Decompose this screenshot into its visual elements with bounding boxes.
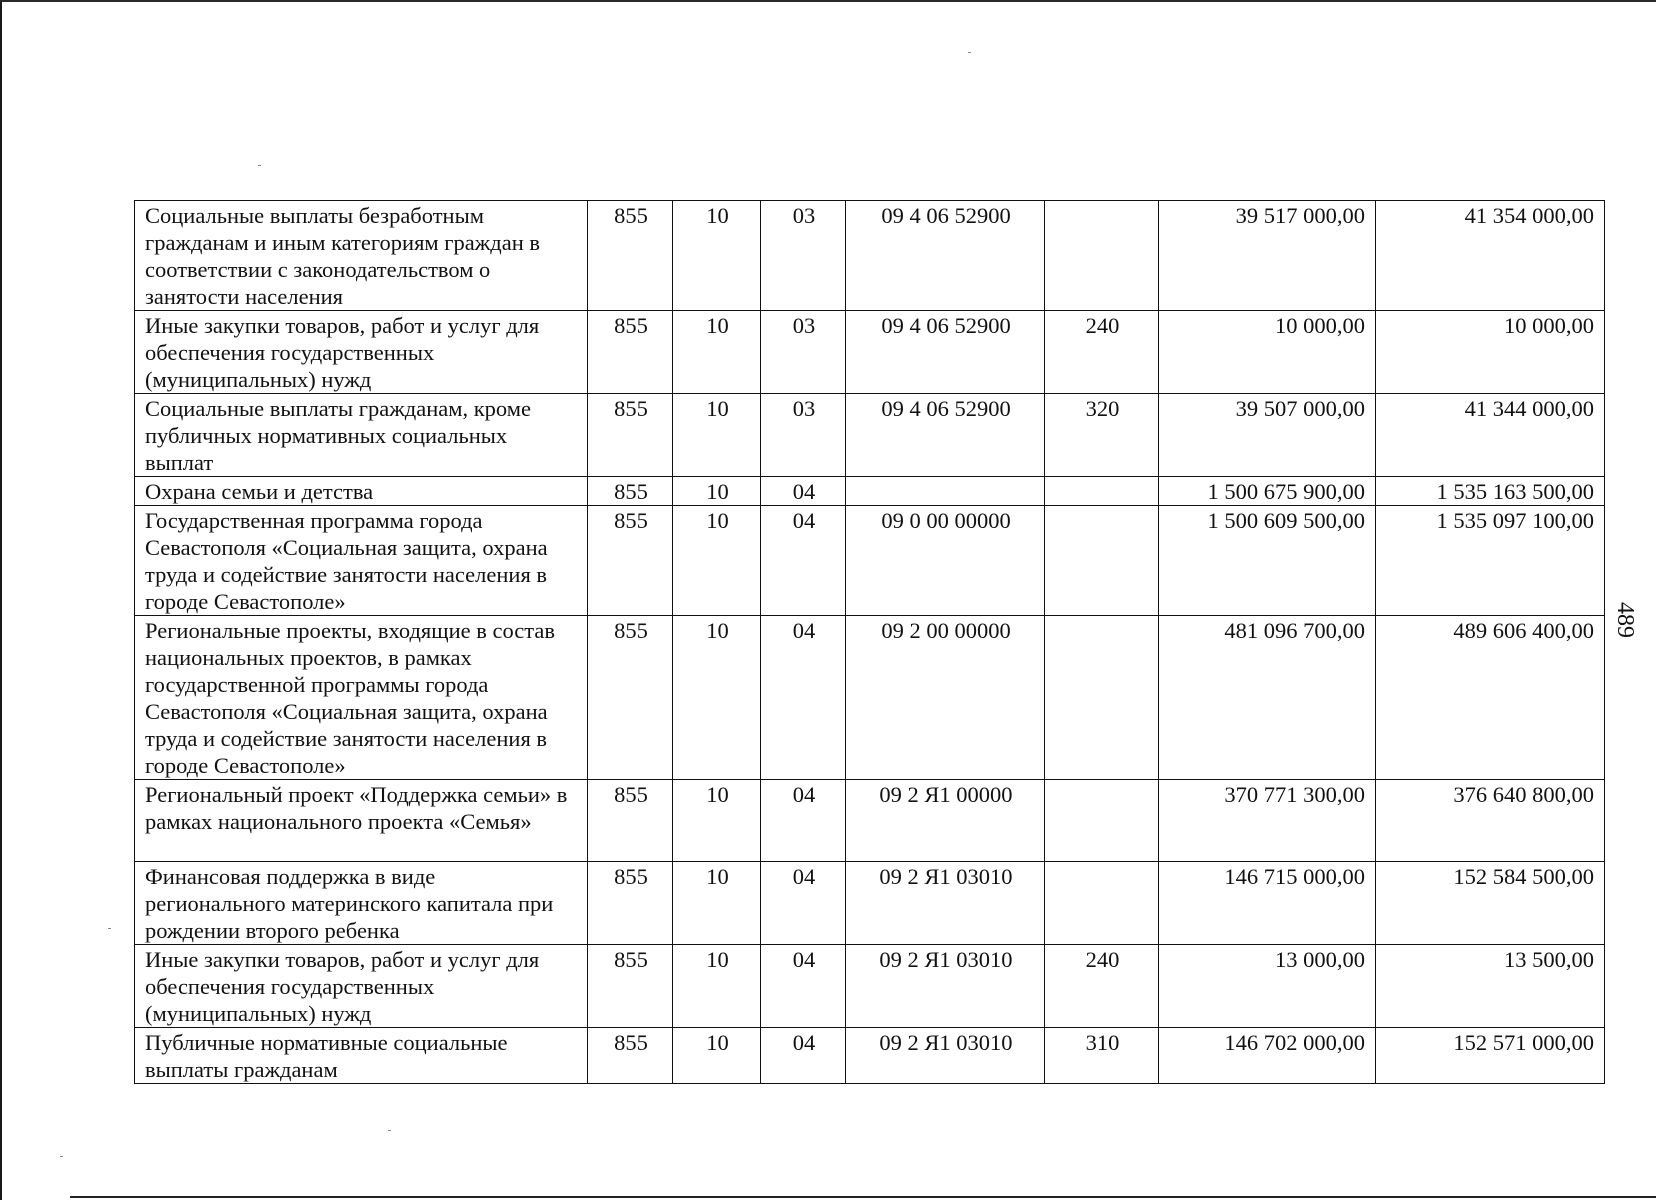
scan-speck	[968, 52, 971, 53]
table-row	[135, 616, 1605, 780]
sum-year1-cell: 10 000,00	[1159, 311, 1376, 394]
sum-year1-cell: 370 771 300,00	[1159, 780, 1376, 862]
expense-type-cell	[1045, 477, 1159, 506]
row-name-cell: Государственная программа города Севастополя «Социальная защита, охрана труда и содействие занятости населения в городе Севастополе»	[135, 506, 588, 616]
expense-type-cell	[1045, 780, 1159, 862]
scan-border-left	[0, 0, 2, 1200]
expense-type-cell: 240	[1045, 945, 1159, 1028]
ministry-code-cell: 855	[588, 506, 673, 616]
expense-type-cell: 310	[1045, 1028, 1159, 1084]
target-article-cell: 09 4 06 52900	[846, 201, 1045, 311]
subsection-code-cell: 04	[761, 477, 846, 506]
sum-year1-cell: 146 715 000,00	[1159, 862, 1376, 945]
subsection-code-cell: 04	[761, 780, 846, 862]
row-name-cell: Охрана семьи и детства	[135, 477, 588, 506]
table-row	[135, 862, 1605, 945]
scan-speck	[388, 1130, 391, 1131]
sum-year2-cell: 13 500,00	[1376, 945, 1605, 1028]
section-code-cell: 10	[673, 1028, 761, 1084]
table-row	[135, 780, 1605, 862]
section-code-cell: 10	[673, 616, 761, 780]
row-name-cell: Финансовая поддержка в виде регионального материнского капитала при рождении второго ребенка	[135, 862, 588, 945]
row-name-cell: Социальные выплаты безработным гражданам и иным категориям граждан в соответствии с законодательством о занятости населения	[135, 201, 588, 311]
table-row	[135, 311, 1605, 394]
sum-year1-cell: 39 517 000,00	[1159, 201, 1376, 311]
table-row	[135, 506, 1605, 616]
subsection-code-cell: 04	[761, 945, 846, 1028]
sum-year1-cell: 146 702 000,00	[1159, 1028, 1376, 1084]
ministry-code-cell: 855	[588, 945, 673, 1028]
scan-border-bottom	[70, 1196, 1656, 1198]
sum-year1-cell: 1 500 675 900,00	[1159, 477, 1376, 506]
expense-type-cell	[1045, 506, 1159, 616]
row-name-cell: Региональный проект «Поддержка семьи» в рамках национального проекта «Семья»	[135, 780, 588, 862]
table-body	[135, 201, 1605, 1084]
target-article-cell: 09 2 00 00000	[846, 616, 1045, 780]
subsection-code-cell: 03	[761, 394, 846, 477]
sum-year2-cell: 1 535 163 500,00	[1376, 477, 1605, 506]
subsection-code-cell: 04	[761, 862, 846, 945]
section-code-cell: 10	[673, 945, 761, 1028]
scan-speck	[60, 1156, 63, 1157]
ministry-code-cell: 855	[588, 394, 673, 477]
page-number: 489	[1612, 602, 1638, 638]
sum-year2-cell: 41 354 000,00	[1376, 201, 1605, 311]
target-article-cell	[846, 477, 1045, 506]
ministry-code-cell: 855	[588, 780, 673, 862]
ministry-code-cell: 855	[588, 862, 673, 945]
table-row	[135, 1028, 1605, 1084]
target-article-cell: 09 2 Я1 03010	[846, 945, 1045, 1028]
sum-year2-cell: 152 584 500,00	[1376, 862, 1605, 945]
table-row	[135, 477, 1605, 506]
sum-year1-cell: 1 500 609 500,00	[1159, 506, 1376, 616]
subsection-code-cell: 04	[761, 506, 846, 616]
subsection-code-cell: 04	[761, 616, 846, 780]
sum-year2-cell: 1 535 097 100,00	[1376, 506, 1605, 616]
scan-speck	[108, 928, 111, 929]
section-code-cell: 10	[673, 780, 761, 862]
sum-year2-cell: 41 344 000,00	[1376, 394, 1605, 477]
sum-year2-cell: 376 640 800,00	[1376, 780, 1605, 862]
table-row	[135, 201, 1605, 311]
sum-year2-cell: 489 606 400,00	[1376, 616, 1605, 780]
expense-type-cell: 320	[1045, 394, 1159, 477]
sum-year1-cell: 481 096 700,00	[1159, 616, 1376, 780]
section-code-cell: 10	[673, 862, 761, 945]
ministry-code-cell: 855	[588, 311, 673, 394]
section-code-cell: 10	[673, 477, 761, 506]
ministry-code-cell: 855	[588, 1028, 673, 1084]
row-name-cell: Иные закупки товаров, работ и услуг для обеспечения государственных (муниципальных) нужд	[135, 311, 588, 394]
section-code-cell: 10	[673, 506, 761, 616]
section-code-cell: 10	[673, 201, 761, 311]
expense-type-cell	[1045, 201, 1159, 311]
row-name-cell: Иные закупки товаров, работ и услуг для обеспечения государственных (муниципальных) нужд	[135, 945, 588, 1028]
section-code-cell: 10	[673, 311, 761, 394]
target-article-cell: 09 0 00 00000	[846, 506, 1045, 616]
scan-speck	[258, 165, 261, 166]
ministry-code-cell: 855	[588, 477, 673, 506]
target-article-cell: 09 4 06 52900	[846, 311, 1045, 394]
expense-type-cell: 240	[1045, 311, 1159, 394]
sum-year1-cell: 13 000,00	[1159, 945, 1376, 1028]
scan-border-top	[0, 0, 1656, 2]
expense-type-cell	[1045, 616, 1159, 780]
target-article-cell: 09 2 Я1 00000	[846, 780, 1045, 862]
row-name-cell: Публичные нормативные социальные выплаты гражданам	[135, 1028, 588, 1084]
subsection-code-cell: 04	[761, 1028, 846, 1084]
budget-allocation-table	[134, 200, 1605, 1084]
target-article-cell: 09 4 06 52900	[846, 394, 1045, 477]
target-article-cell: 09 2 Я1 03010	[846, 862, 1045, 945]
subsection-code-cell: 03	[761, 201, 846, 311]
expense-type-cell	[1045, 862, 1159, 945]
table-row	[135, 945, 1605, 1028]
ministry-code-cell: 855	[588, 201, 673, 311]
row-name-cell: Социальные выплаты гражданам, кроме публичных нормативных социальных выплат	[135, 394, 588, 477]
section-code-cell: 10	[673, 394, 761, 477]
sum-year1-cell: 39 507 000,00	[1159, 394, 1376, 477]
sum-year2-cell: 10 000,00	[1376, 311, 1605, 394]
row-name-cell: Региональные проекты, входящие в состав национальных проектов, в рамках государственной программы города Севастополя «Социальная защита, охрана труда и содействие занятости населения в городе Севастополе»	[135, 616, 588, 780]
table-row	[135, 394, 1605, 477]
ministry-code-cell: 855	[588, 616, 673, 780]
target-article-cell: 09 2 Я1 03010	[846, 1028, 1045, 1084]
subsection-code-cell: 03	[761, 311, 846, 394]
sum-year2-cell: 152 571 000,00	[1376, 1028, 1605, 1084]
